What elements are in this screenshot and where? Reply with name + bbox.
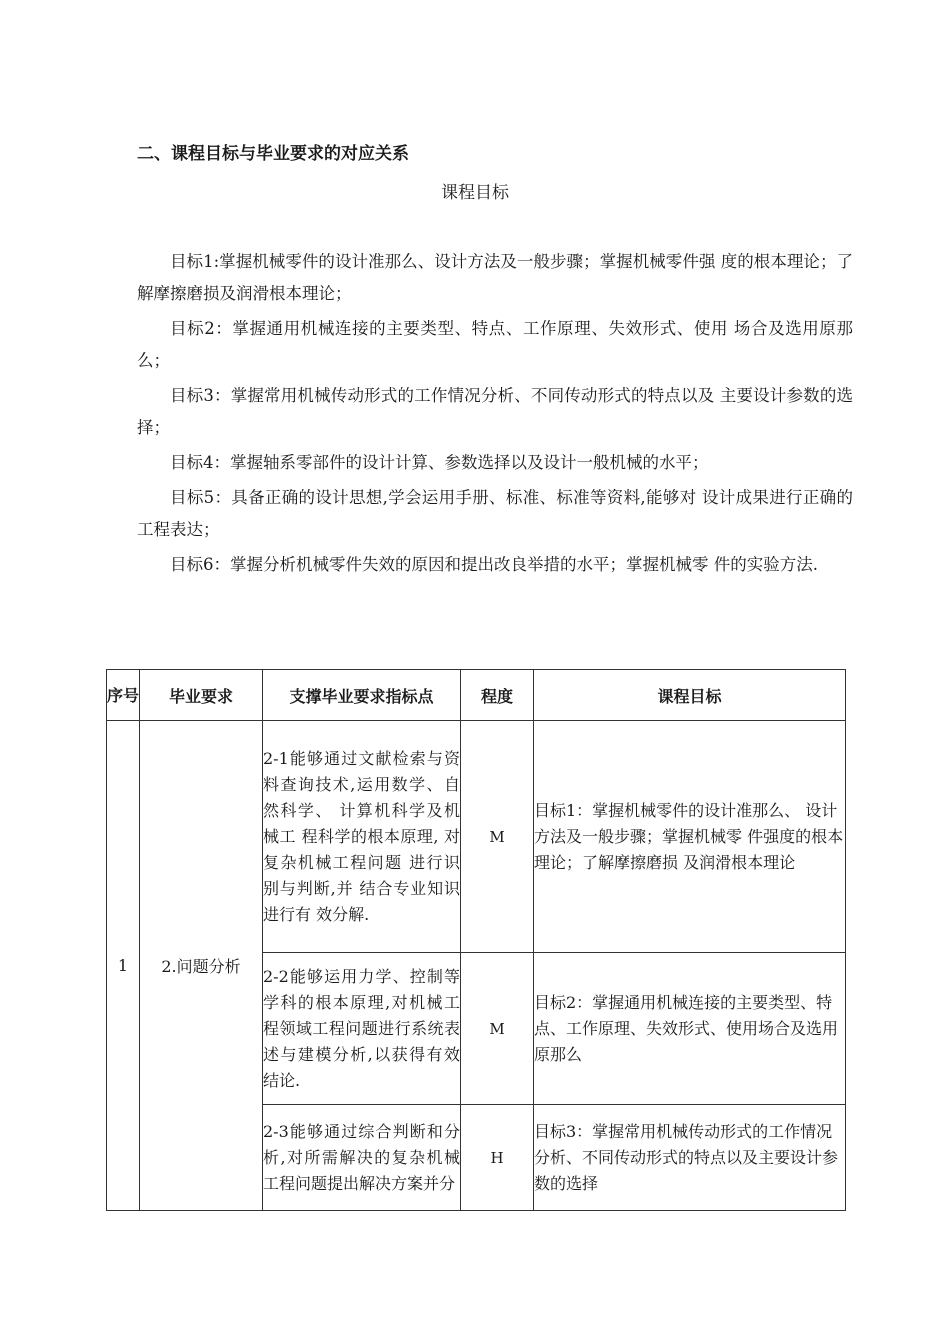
cell-requirement: 2.问题分析: [140, 721, 263, 1211]
header-requirement: 毕业要求: [140, 670, 263, 721]
goal-item: 目标6：掌握分析机械零件失效的原因和提出改良举措的水平；掌握机械零 件的实验方法.: [170, 555, 818, 574]
cell-indicator: 2-2能够运用力学、控制等学科的根本原理,对机械工程领域工程问题进行系统表述与建模分析,以获得有效结论.: [263, 953, 461, 1105]
cell-degree: M: [461, 721, 534, 953]
section-heading: 二、课程目标与毕业要求的对应关系: [137, 144, 409, 164]
cell-target: 目标1：掌握机械零件的设计准那么、 设计方法及一般步骤；掌握机械零 件强度的根本理论；了解摩擦磨损 及润滑根本理论: [534, 721, 846, 953]
header-indicator: 支撑毕业要求指标点: [263, 670, 461, 721]
cell-indicator: 2-3能够通过综合判断和分析,对所需解决的复杂机械工程问题提出解决方案并分: [263, 1105, 461, 1211]
requirement-mapping-table: [106, 669, 846, 1211]
header-target: 课程目标: [534, 670, 846, 721]
goal-item: 目标1:掌握机械零件的设计准那么、设计方法及一般步骤；掌握机械零件强 度的根本理论；了解摩擦磨损及润滑根本理论；: [137, 252, 853, 303]
goal-item: 目标5：具备正确的设计思想,学会运用手册、标准、标准等资料,能够对 设计成果进行正确的工程表达；: [137, 488, 853, 539]
header-seq: 序号: [107, 670, 140, 721]
cell-degree: H: [461, 1105, 534, 1211]
cell-target: 目标3：掌握常用机械传动形式的工作情况分析、不同传动形式的特点以及主要设计参数的选择: [534, 1105, 846, 1211]
cell-indicator: 2-1能够通过文献检索与资料查询技术,运用数学、自然科学、 计算机科学及机械工 程科学的根本原理, 对复杂机械工程问题 进行识别与判断,并 结合专业知识进行有 效分解.: [263, 721, 461, 953]
goal-item: 目标2：掌握通用机械连接的主要类型、特点、工作原理、失效形式、使用 场合及选用原那么；: [137, 319, 853, 370]
goal-item: 目标3：掌握常用机械传动形式的工作情况分析、不同传动形式的特点以及 主要设计参数的选择；: [137, 386, 853, 437]
goal-list: [137, 246, 853, 584]
cell-target: 目标2：掌握通用机械连接的主要类型、特点、工作原理、失效形式、使用场合及选用原那么: [534, 953, 846, 1105]
table-row: [107, 721, 846, 953]
cell-seq: 1: [107, 721, 140, 1211]
table-header-row: [107, 670, 846, 721]
section-subtitle: 课程目标: [441, 183, 509, 203]
goal-item: 目标4：掌握轴系零部件的设计计算、参数选择以及设计一般机械的水平；: [170, 453, 709, 472]
header-degree: 程度: [461, 670, 534, 721]
cell-degree: M: [461, 953, 534, 1105]
